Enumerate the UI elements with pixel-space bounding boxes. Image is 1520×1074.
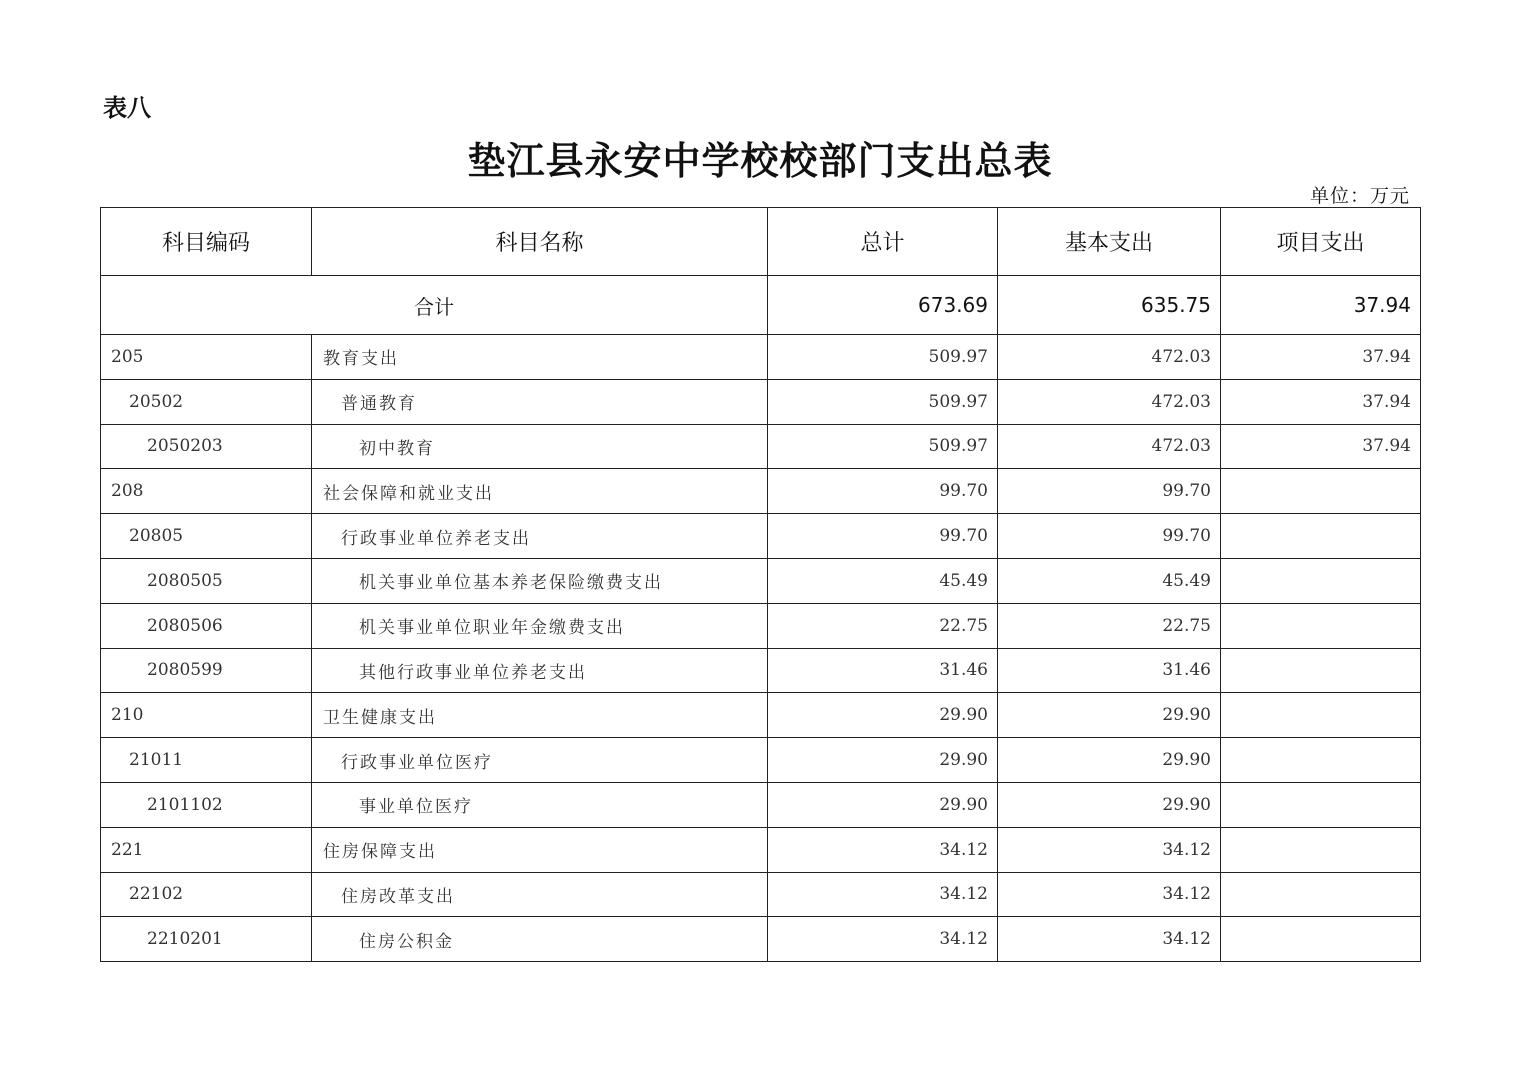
subject-name-cell <box>312 917 768 962</box>
subject-code-cell: 20502 <box>101 379 312 424</box>
subject-code-cell: 2080505 <box>101 558 312 603</box>
basic-expense-cell: 472.03 <box>998 379 1221 424</box>
basic-expense-cell: 472.03 <box>998 335 1221 380</box>
subject-name-text: 住房公积金 <box>359 931 454 952</box>
subject-name-cell <box>312 379 768 424</box>
subject-name-text: 住房改革支出 <box>341 886 455 907</box>
basic-expense-cell: 34.12 <box>998 917 1221 962</box>
total-cell: 509.97 <box>768 424 998 469</box>
basic-expense-cell: 22.75 <box>998 603 1221 648</box>
subject-code-cell: 210 <box>101 693 312 738</box>
project-expense-cell <box>1221 738 1421 783</box>
total-cell: 31.46 <box>768 648 998 693</box>
total-cell: 99.70 <box>768 514 998 559</box>
subject-name-cell <box>312 469 768 514</box>
subject-name-cell <box>312 782 768 827</box>
subject-name-text: 行政事业单位养老支出 <box>341 528 531 549</box>
table-row <box>101 693 1421 738</box>
table-row <box>101 514 1421 559</box>
subject-code-cell: 22102 <box>101 872 312 917</box>
subject-name-cell <box>312 603 768 648</box>
basic-expense-cell: 34.12 <box>998 872 1221 917</box>
total-cell: 45.49 <box>768 558 998 603</box>
table-row <box>101 558 1421 603</box>
project-expense-cell <box>1221 872 1421 917</box>
total-label: 合计 <box>101 276 768 335</box>
total-cell: 34.12 <box>768 827 998 872</box>
subject-code-cell: 2101102 <box>101 782 312 827</box>
subject-name-text: 机关事业单位职业年金缴费支出 <box>359 618 625 639</box>
total-total-cell: 673.69 <box>768 276 998 335</box>
subject-name-text: 住房保障支出 <box>323 842 437 863</box>
total-cell: 99.70 <box>768 469 998 514</box>
project-expense-cell <box>1221 827 1421 872</box>
subject-code-cell: 21011 <box>101 738 312 783</box>
table-row <box>101 648 1421 693</box>
column-header-name: 科目名称 <box>312 208 768 276</box>
table-row <box>101 917 1421 962</box>
project-expense-cell <box>1221 917 1421 962</box>
total-cell: 29.90 <box>768 782 998 827</box>
project-expense-cell <box>1221 782 1421 827</box>
basic-expense-cell: 34.12 <box>998 827 1221 872</box>
project-expense-cell: 37.94 <box>1221 335 1421 380</box>
table-row <box>101 782 1421 827</box>
table-row <box>101 469 1421 514</box>
total-row <box>101 276 1421 335</box>
table-row <box>101 379 1421 424</box>
subject-code-cell: 205 <box>101 335 312 380</box>
total-cell: 509.97 <box>768 379 998 424</box>
subject-name-cell <box>312 648 768 693</box>
project-expense-cell <box>1221 514 1421 559</box>
subject-code-cell: 2080506 <box>101 603 312 648</box>
subject-name-text: 社会保障和就业支出 <box>323 483 494 504</box>
project-expense-cell: 37.94 <box>1221 424 1421 469</box>
subject-name-text: 卫生健康支出 <box>323 707 437 728</box>
total-cell: 34.12 <box>768 917 998 962</box>
subject-code-cell: 208 <box>101 469 312 514</box>
subject-name-cell <box>312 514 768 559</box>
total-cell: 34.12 <box>768 872 998 917</box>
table-row <box>101 872 1421 917</box>
subject-name-cell <box>312 827 768 872</box>
subject-code-cell: 2050203 <box>101 424 312 469</box>
subject-name-cell <box>312 424 768 469</box>
subject-name-text: 机关事业单位基本养老保险缴费支出 <box>359 573 663 594</box>
subject-name-cell <box>312 558 768 603</box>
basic-expense-cell: 29.90 <box>998 782 1221 827</box>
column-header-basic: 基本支出 <box>998 208 1221 276</box>
table-row <box>101 738 1421 783</box>
subject-name-cell <box>312 738 768 783</box>
subject-name-text: 行政事业单位医疗 <box>341 752 493 773</box>
basic-expense-cell: 472.03 <box>998 424 1221 469</box>
column-header-total: 总计 <box>768 208 998 276</box>
total-cell: 29.90 <box>768 693 998 738</box>
total-cell: 509.97 <box>768 335 998 380</box>
page-title: 垫江县永安中学校校部门支出总表 <box>467 138 1053 183</box>
subject-code-cell: 2210201 <box>101 917 312 962</box>
project-expense-cell <box>1221 469 1421 514</box>
subject-name-cell <box>312 693 768 738</box>
unit-label: 单位：万元 <box>1309 185 1410 207</box>
basic-expense-cell: 29.90 <box>998 738 1221 783</box>
basic-expense-cell: 31.46 <box>998 648 1221 693</box>
expenditure-table <box>100 207 1421 962</box>
project-expense-cell <box>1221 693 1421 738</box>
basic-expense-cell: 99.70 <box>998 514 1221 559</box>
subject-name-text: 初中教育 <box>359 438 435 459</box>
total-cell: 22.75 <box>768 603 998 648</box>
basic-expense-cell: 99.70 <box>998 469 1221 514</box>
project-expense-cell <box>1221 603 1421 648</box>
table-row <box>101 603 1421 648</box>
column-header-code: 科目编码 <box>101 208 312 276</box>
subject-code-cell: 2080599 <box>101 648 312 693</box>
table-row <box>101 335 1421 380</box>
subject-code-cell: 20805 <box>101 514 312 559</box>
column-header-project: 项目支出 <box>1221 208 1421 276</box>
subject-name-cell <box>312 335 768 380</box>
total-cell: 29.90 <box>768 738 998 783</box>
project-expense-cell <box>1221 558 1421 603</box>
total-project-cell: 37.94 <box>1221 276 1421 335</box>
subject-name-text: 教育支出 <box>323 349 399 370</box>
subject-code-cell: 221 <box>101 827 312 872</box>
table-label: 表八 <box>103 94 151 122</box>
project-expense-cell <box>1221 648 1421 693</box>
basic-expense-cell: 29.90 <box>998 693 1221 738</box>
subject-name-text: 事业单位医疗 <box>359 797 473 818</box>
subject-name-text: 其他行政事业单位养老支出 <box>359 662 587 683</box>
table-row <box>101 827 1421 872</box>
total-basic-cell: 635.75 <box>998 276 1221 335</box>
table-row <box>101 424 1421 469</box>
basic-expense-cell: 45.49 <box>998 558 1221 603</box>
subject-name-cell <box>312 872 768 917</box>
project-expense-cell: 37.94 <box>1221 379 1421 424</box>
table-header-row <box>101 208 1421 276</box>
subject-name-text: 普通教育 <box>341 394 417 415</box>
